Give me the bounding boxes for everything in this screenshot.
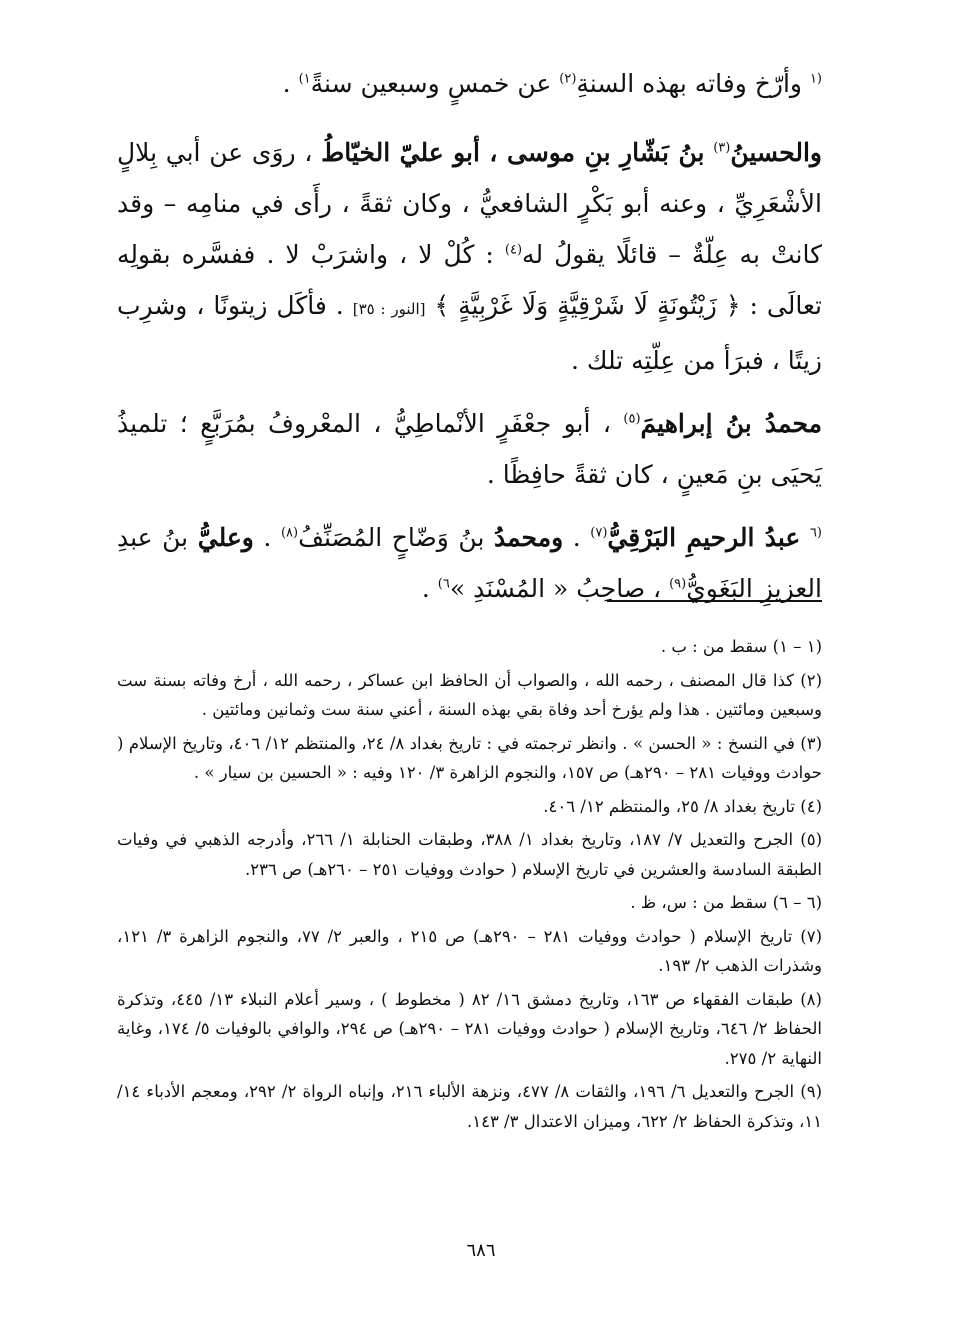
footnote: (٢) كذا قال المصنف ، رحمه الله ، والصواب أن الحافظ ابن عساكر ، رحمه الله ، أرخ وفاته بسنة ست وسبعين ومائتين . هذا ولم يؤرخ أحد وفاة بقي بهذه السنة ، أعني سنة ست وثمانين ومائتين . bbox=[117, 670, 822, 719]
variant-close-marker: ١) bbox=[298, 71, 311, 87]
footnote-ref: (٥) bbox=[623, 411, 641, 427]
footnote-separator bbox=[607, 600, 822, 602]
period: . bbox=[421, 574, 430, 603]
text-segment: وأرّخ وفاته بهذه السنةِ bbox=[576, 69, 802, 98]
text-segment: ، روَى عن أبي بِلالٍ الأشْعَرِيِّ ، وعنه أبو بَكْرٍ الشافعيُّ ، وكان ثقةً ، رأَى في منامِه – وقد كانتْ به عِلّةٌ – قائلًا يقولُ له bbox=[117, 138, 822, 269]
entry-name: وعليُّ bbox=[197, 523, 254, 552]
footnote-ref: (٨) bbox=[280, 525, 299, 541]
entry-name: ومحمدُ bbox=[493, 523, 564, 552]
paragraph-1 bbox=[117, 58, 822, 109]
footnote: (٨) طبقات الفقهاء ص ١٦٣، وتاريخ دمشق ١٦/ ٨٢ ( مخطوط ) ، وسير أعلام النبلاء ١٣/ ٤٤٥، وتذكرة الحفاظ ٢/ ٦٤٦، وتاريخ الإسلام ( حوادث ووفيات ٢٨١ – ٢٩٠هـ) ص ٢٩٤، والوافي بالوفيات ٥/ ١٧٤، وغاية النهاية ٢/ ٢٧٥. bbox=[117, 989, 822, 1068]
footnote: (٦ – ٦) سقط من : س، ظ . bbox=[630, 893, 822, 912]
footnote: (٩) الجرح والتعديل ٦/ ١٩٦، والثقات ٨/ ٤٧٧، ونزهة الألباء ٢١٦، وإنباه الرواة ٢/ ٢٩٢، ومعجم الأدباء ١٤/ ١١، وتذكرة الحفاظ ٢/ ٦٢٢، وميزان الاعتدال ٣/ ١٤٣. bbox=[117, 1082, 822, 1131]
page-number: ٦٨٦ bbox=[466, 1240, 496, 1261]
footnote: (٣) في النسخ : « الحسن » . وانظر ترجمته في : تاريخ بغداد ٨/ ٢٤، والمنتظم ١٢/ ٤٠٦، وتاريخ الإسلام ( حوادث ووفيات ٢٨١ – ٢٩٠هـ) ص ١٥٧، والنجوم الزاهرة ٣/ ١٢٠ وفيه : « الحسين بن سيار » . bbox=[117, 733, 822, 782]
footnote: (٧) تاريخ الإسلام ( حوادث ووفيات ٢٨١ – ٢٩٠هـ) ص ٢١٥ ، والعبر ٢/ ٧٧، والنجوم الزاهرة ٣/ ١٢١، وشذرات الذهب ٢/ ١٩٣. bbox=[117, 926, 822, 975]
paragraph-3 bbox=[117, 398, 822, 500]
footnotes bbox=[117, 632, 822, 1140]
footnote-ref: (٢) bbox=[559, 71, 577, 87]
text-segment: ، صاحِبُ « المُسْنَدِ » bbox=[449, 574, 662, 603]
footnote: (٤) تاريخ بغداد ٨/ ٢٥، والمنتظم ١٢/ ٤٠٦. bbox=[543, 796, 822, 816]
entry-name-lineage: بنُ بَشّارِ بنِ موسى ، أبو عليّ الخيّاطُ bbox=[321, 138, 705, 167]
variant-open-marker: (١ bbox=[809, 71, 822, 87]
period: . bbox=[572, 523, 581, 552]
text-segment: . فأكَل زيتونًا ، وشرِب زيتًا ، فبرَأ من عِلّتِه تلك . bbox=[117, 291, 822, 375]
footnote-ref: (٣) bbox=[713, 140, 731, 156]
period: . bbox=[282, 69, 291, 98]
footnote: (١ – ١) سقط من : ب . bbox=[660, 637, 822, 656]
text-segment: بنُ عبدِ العزيزِ البَغَويُّ bbox=[117, 523, 822, 603]
period: . bbox=[263, 523, 272, 552]
footnote-ref: (٩) bbox=[669, 576, 687, 592]
quran-citation: [النور : ٣٥] bbox=[352, 300, 426, 318]
text-segment: : كُلْ لا ، واشرَبْ لا . ففسَّره بقولِه تعالَى : ﴿ زَيْتُونَةٍ لَا شَرْقِيَّةٍ وَلَا غَرْبِيَّةٍ ﴾ bbox=[117, 240, 822, 320]
entry-name: عبدُ الرحيمِ البَرْقِيُّ bbox=[607, 523, 801, 552]
text-segment: بنُ وَضّاحٍ المُصَنِّفُ bbox=[298, 523, 485, 552]
text-segment: عن خمسٍ وسبعين سنةً bbox=[310, 69, 552, 98]
entry-name: والحسينُ bbox=[730, 138, 822, 167]
variant-close-marker: ٦) bbox=[437, 576, 450, 592]
footnote-ref: (٤) bbox=[504, 242, 523, 258]
text-segment: ، أبو جعْفَرٍ الأنْماطِيُّ ، المعْروفُ بمُرَبَّعٍ ؛ تلميذُ يَحيَى بنِ مَعينٍ ، كان ثقةً حافِظًا . bbox=[117, 409, 822, 489]
variant-open-marker: (٦ bbox=[809, 525, 822, 541]
main-text bbox=[117, 58, 822, 626]
footnote-ref: (٧) bbox=[590, 525, 608, 541]
paragraph-4 bbox=[117, 512, 822, 614]
footnote: (٥) الجرح والتعديل ٧/ ١٨٧، وتاريخ بغداد ١/ ٣٨٨، وطبقات الحنابلة ١/ ٢٦٦، وأدرجه الذهبي في وفيات الطبقة السادسة والعشرين في تاريخ الإسلام ( حوادث ووفيات ٢٥١ – ٢٦٠هـ) ص ٢٣٦. bbox=[117, 830, 823, 879]
entry-name: محمدُ بنُ إبراهيمَ bbox=[640, 409, 822, 438]
paragraph-2 bbox=[117, 127, 822, 386]
